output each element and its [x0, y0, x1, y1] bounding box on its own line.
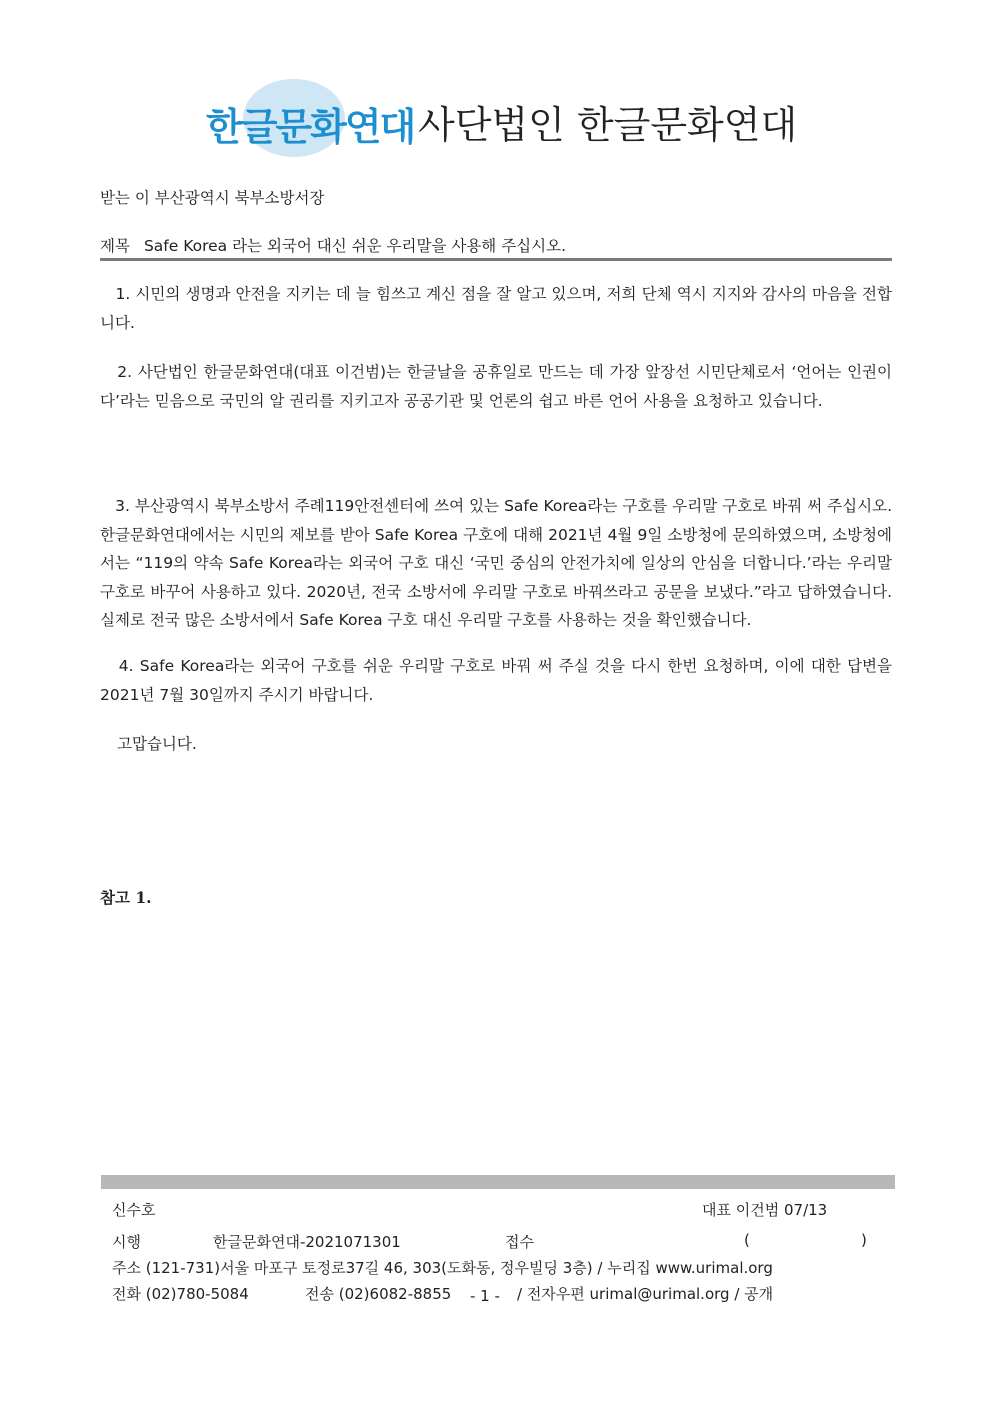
logo: 한글문화연대 — [206, 105, 415, 149]
footer-jeopsu-label: 접수 — [505, 1233, 534, 1251]
paragraph-1-text: 1. 시민의 생명과 안전을 지키는 데 늘 힘쓰고 계신 점을 잘 알고 있으며, 저희 단체 역시 지지와 감사의 마음을 전합니다. — [100, 285, 893, 332]
org-title: 사단법인 한글문화연대 — [418, 103, 798, 147]
recipient: 부산광역시 북부소방서장 — [154, 189, 325, 207]
footer-sinsu: 신수호 — [112, 1201, 156, 1219]
paragraph-4-text: 4. Safe Korea라는 외국어 구호를 쉬운 우리말 구호로 바꿔 써 주실 것을 다시 한번 요청하며, 이에 대한 답변을 2021년 7월 30일까지 주시기 바랍니다. — [100, 657, 893, 704]
subject-line — [100, 234, 566, 256]
paragraph-1 — [100, 280, 892, 337]
footer-sihaeng-value: 한글문화연대-2021071301 — [213, 1233, 401, 1251]
recipient-label: 받는 이 — [100, 189, 150, 207]
closing-thanks: 고맙습니다. — [117, 735, 197, 753]
footer-sihaeng-label: 시행 — [112, 1233, 141, 1251]
recipient-line — [100, 186, 324, 208]
footer-address: 주소 (121-731)서울 마포구 토정로37길 46, 303(도화동, 정우빌딩 3층) / 누리집 www.urimal.org — [112, 1259, 773, 1277]
footer-paren-open: ( — [744, 1231, 750, 1249]
footer-fax: 전송 (02)6082-8855 — [305, 1285, 452, 1303]
reference-heading: 참고 1. — [100, 888, 152, 907]
paragraph-3-text: 3. 부산광역시 북부소방서 주례119안전센터에 쓰여 있는 Safe Korea라는 구호를 우리말 구호로 바꿔 써 주십시오. 한글문화연대에서는 시민의 제보를 받아 Safe Korea 구호에 대해 2021년 4월 9일 소방청에 문의하였으며, 소방청에서는 “119의 약속 Safe Korea라는 외국어 구호 대신 ‘국민 중심의 안전가치에 일상의 안심을 더합니다.’라는 우리말 구호로 바꾸어 사용하고 있다. 2020년, 전국 소방서에 우리말 구호로 바꿔쓰라고 공문을 보냈다.”라고 답하였습니다. 실제로 전국 많은 소방서에서 Safe Korea 구호 대신 우리말 구호를 사용하는 것을 확인했습니다. — [100, 497, 892, 629]
footer-divider — [101, 1175, 895, 1189]
paragraph-4 — [100, 652, 892, 709]
paragraph-2-text: 2. 사단법인 한글문화연대(대표 이건범)는 한글날을 공휴일로 만드는 데 가장 앞장선 시민단체로서 ‘언어는 인권이다’라는 믿음으로 국민의 알 권리를 지키고자 공공기관 및 언론의 쉽고 바른 언어 사용을 요청하고 있습니다. — [100, 363, 892, 410]
subject: Safe Korea 라는 외국어 대신 쉬운 우리말을 사용해 주십시오. — [143, 237, 567, 255]
page-number: - 1 - — [470, 1287, 500, 1305]
paragraph-2 — [100, 358, 892, 415]
footer-phone: 전화 (02)780-5084 — [112, 1285, 249, 1303]
subject-label: 제목 — [100, 237, 130, 255]
header-divider — [100, 258, 892, 261]
footer-email: / 전자우편 urimal@urimal.org / 공개 — [517, 1285, 774, 1303]
footer-paren-close: ) — [861, 1231, 867, 1249]
paragraph-3 — [100, 492, 892, 635]
footer-representative: 대표 이건범 07/13 — [702, 1201, 828, 1219]
